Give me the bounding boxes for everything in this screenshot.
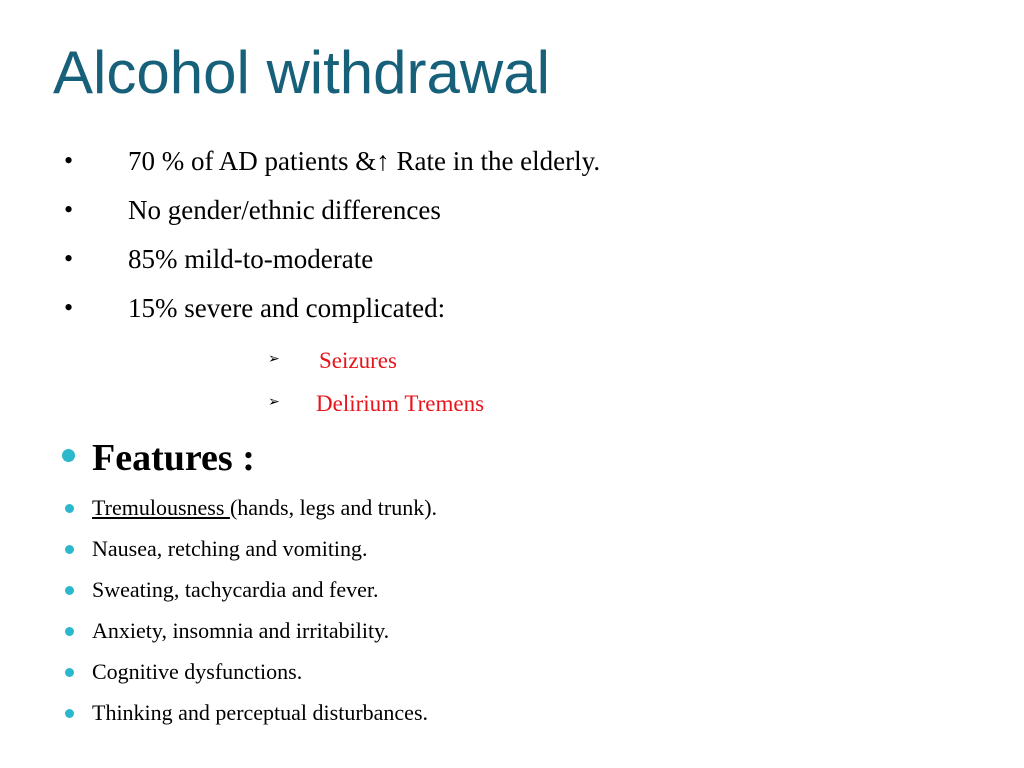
bullet-dot-icon	[62, 449, 75, 462]
sub-bullet-text: Delirium Tremens	[316, 391, 485, 416]
bullet-marker: •	[64, 195, 74, 224]
arrow-bullet-icon: ➢	[268, 352, 280, 367]
feature-text: Cognitive dysfunctions.	[92, 659, 303, 684]
feature-text	[92, 497, 437, 519]
bullet-text: No gender/ethnic differences	[128, 195, 441, 225]
bullet-text: 15% severe and complicated:	[128, 293, 446, 323]
bullet-dot-icon	[65, 586, 74, 595]
bullet-marker: •	[64, 244, 74, 273]
features-heading: Features :	[92, 437, 255, 479]
feature-text: Nausea, retching and vomiting.	[92, 536, 368, 561]
bullet-dot-icon	[65, 709, 74, 718]
slide-title: Alcohol withdrawal	[53, 39, 550, 106]
bullet-text: 70 % of AD patients &↑ Rate in the elderly.	[128, 146, 601, 176]
feature-text: Anxiety, insomnia and irritability.	[92, 618, 390, 643]
bullet-dot-icon	[65, 668, 74, 677]
bullet-dot-icon	[65, 627, 74, 636]
feature-detail: (hands, legs and trunk).	[229, 495, 438, 520]
feature-text: Thinking and perceptual disturbances.	[92, 700, 429, 725]
bullet-marker: •	[64, 146, 74, 175]
sub-bullet-text: Seizures	[319, 348, 397, 373]
feature-underlined-term: Tremulousness	[92, 495, 230, 520]
feature-text: Sweating, tachycardia and fever.	[92, 577, 379, 602]
bullet-text: 85% mild-to-moderate	[128, 244, 374, 274]
bullet-dot-icon	[65, 504, 74, 513]
arrow-bullet-icon: ➢	[268, 395, 280, 410]
bullet-marker: •	[64, 293, 74, 322]
bullet-dot-icon	[65, 545, 74, 554]
